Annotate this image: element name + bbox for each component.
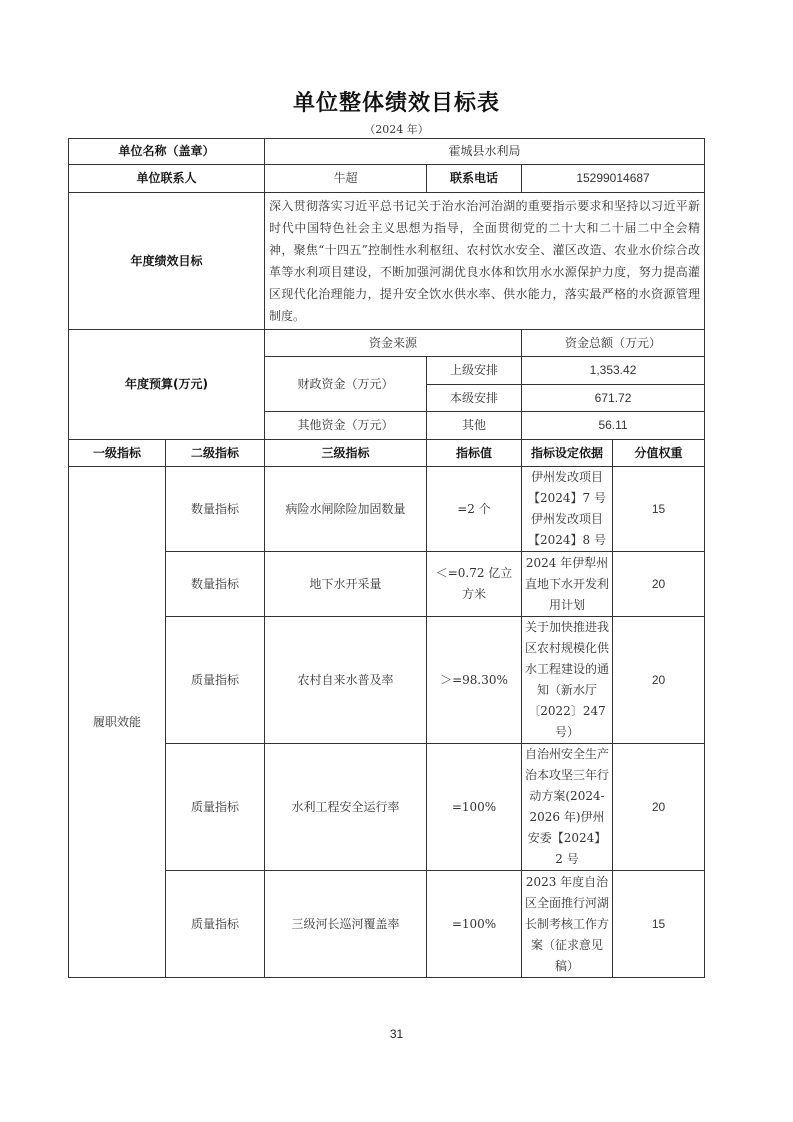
header-value: 指标值 [427, 440, 522, 467]
weight-cell: 15 [613, 871, 705, 978]
basis-cell: 自治州安全生产治本攻坚三年行动方案(2024-2026 年)伊州安委【2024】2 号 [522, 744, 613, 871]
contact-value: 牛超 [265, 165, 427, 193]
level1-label: 履职效能 [69, 467, 166, 978]
page-number: 31 [389, 1027, 404, 1041]
header-level3: 三级指标 [265, 440, 427, 467]
level3-cell: 三级河长巡河覆盖率 [265, 871, 427, 978]
header-weight: 分值权重 [613, 440, 705, 467]
contact-label: 单位联系人 [69, 165, 265, 193]
level3-cell: 病险水闸除险加固数量 [265, 467, 427, 552]
performance-table [68, 138, 705, 978]
weight-cell: 20 [613, 552, 705, 617]
weight-cell: 15 [613, 467, 705, 552]
goal-label: 年度绩效目标 [69, 193, 265, 330]
year-label: （2024 年） [364, 123, 429, 136]
phone-value: 15299014687 [522, 165, 705, 193]
indicator-header-row [69, 440, 705, 467]
page-title: 单位整体绩效目标表 [292, 91, 500, 116]
value-cell: =100% [427, 871, 522, 978]
header-level1: 一级指标 [69, 440, 166, 467]
basis-cell: 伊州发改项目【2024】7 号伊州发改项目【2024】8 号 [522, 467, 613, 552]
source-header: 资金来源 [265, 330, 522, 357]
level2-cell: 质量指标 [166, 744, 265, 871]
fiscal-label: 财政资金（万元） [265, 357, 427, 412]
total-header: 资金总额（万元） [522, 330, 705, 357]
value-cell: ＞=98.30% [427, 617, 522, 744]
goal-text: 深入贯彻落实习近平总书记关于治水治河治湖的重要指示要求和坚持以习近平新时代中国特色社会主义思想为指导，全面贯彻党的二十大和二十届二中全会精神，聚焦“十四五”控制性水利枢纽、农村饮水安全、灌区改造、农业水价综合改革等水利项目建设，不断加强河湖优良水体和饮用水水源保护力度，努力提高灌区现代化治理能力，提升安全饮水供水率、供水能力，落实最严格的水资源管理制度。 [265, 193, 705, 330]
value-cell: =100% [427, 744, 522, 871]
unit-row [69, 139, 705, 165]
local-label: 本级安排 [427, 385, 522, 412]
budget-label: 年度预算(万元) [69, 330, 265, 440]
basis-cell: 关于加快推进我区农村规模化供水工程建设的通知（新水厅〔2022〕247 号） [522, 617, 613, 744]
local-value: 671.72 [522, 385, 705, 412]
header-basis: 指标设定依据 [522, 440, 613, 467]
weight-cell: 20 [613, 617, 705, 744]
basis-cell: 2024 年伊犁州直地下水开发利用计划 [522, 552, 613, 617]
budget-header-row [69, 330, 705, 357]
contact-row [69, 165, 705, 193]
upper-label: 上级安排 [427, 357, 522, 385]
level2-cell: 质量指标 [166, 871, 265, 978]
basis-cell: 2023 年度自治区全面推行河湖长制考核工作方案（征求意见稿） [522, 871, 613, 978]
value-cell: ＜=0.72 亿立方米 [427, 552, 522, 617]
unit-value: 霍城县水利局 [265, 139, 705, 165]
phone-label: 联系电话 [427, 165, 522, 193]
level2-cell: 数量指标 [166, 552, 265, 617]
level3-cell: 农村自来水普及率 [265, 617, 427, 744]
value-cell: =2 个 [427, 467, 522, 552]
header-level2: 二级指标 [166, 440, 265, 467]
other-label: 其他资金（万元） [265, 412, 427, 440]
level3-cell: 水利工程安全运行率 [265, 744, 427, 871]
weight-cell: 20 [613, 744, 705, 871]
goal-row [69, 193, 705, 330]
unit-label: 单位名称（盖章） [69, 139, 265, 165]
level2-cell: 数量指标 [166, 467, 265, 552]
other-value: 56.11 [522, 412, 705, 440]
other-sub: 其他 [427, 412, 522, 440]
level3-cell: 地下水开采量 [265, 552, 427, 617]
upper-value: 1,353.42 [522, 357, 705, 385]
table-row [69, 467, 705, 552]
level2-cell: 质量指标 [166, 617, 265, 744]
